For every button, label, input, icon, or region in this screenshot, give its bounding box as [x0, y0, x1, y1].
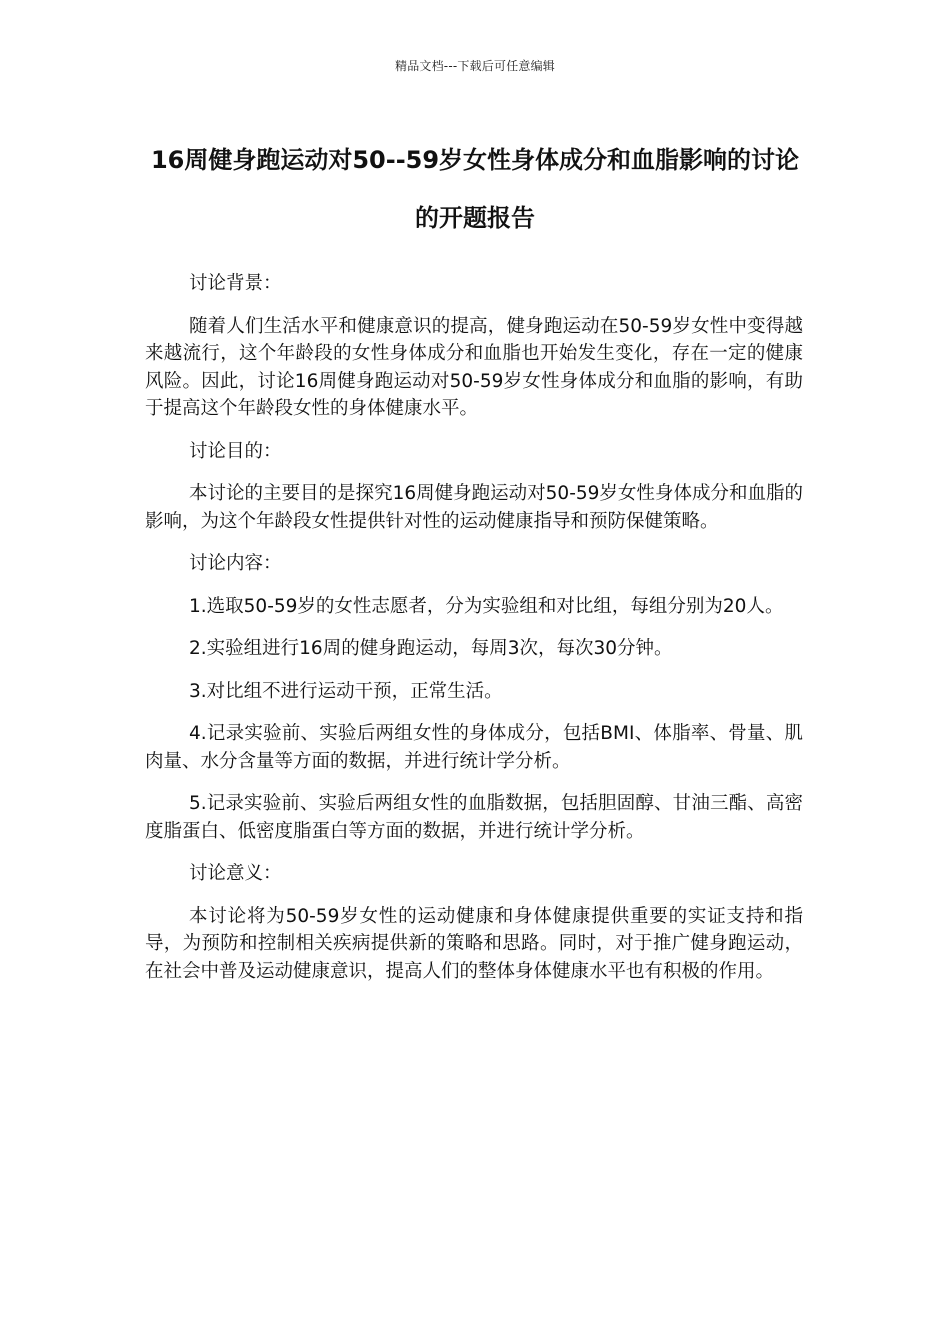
- significance-paragraph: 本讨论将为50-59岁女性的运动健康和身体健康提供重要的实证支持和指导，为预防和控制相关疾病提供新的策略和思路。同时，对于推广健身跑运动，在社会中普及运动健康意识，提高人们的整体身体健康水平也有积极的作用。: [145, 905, 803, 982]
- content-item-5: 5.记录实验前、实验后两组女性的血脂数据，包括胆固醇、甘油三酯、高密度脂蛋白、低密度脂蛋白等方面的数据，并进行统计学分析。: [145, 793, 803, 842]
- header-note: 精品文档---下载后可任意编辑: [395, 59, 555, 73]
- purpose-paragraph: 本讨论的主要目的是探究16周健身跑运动对50-59岁女性身体成分和血脂的影响，为这个年龄段女性提供针对性的运动健康指导和预防保健策略。: [145, 483, 803, 532]
- document-title: 16周健身跑运动对50--59岁女性身体成分和血脂影响的讨论的开题报告: [150, 146, 800, 232]
- purpose-heading: 讨论目的：: [189, 440, 282, 462]
- content-item-2: 2.实验组进行16周的健身跑运动，每周3次，每次30分钟。: [189, 638, 673, 659]
- background-heading: 讨论背景：: [189, 273, 282, 294]
- document-body: [145, 270, 803, 1000]
- content-heading: 讨论内容：: [189, 553, 282, 574]
- content-item-1: 1.选取50-59岁的女性志愿者，分为实验组和对比组，每组分别为20人。: [189, 595, 784, 617]
- content-item-4: 4.记录实验前、实验后两组女性的身体成分，包括BMI、体脂率、骨量、肌肉量、水分含量等方面的数据，并进行统计学分析。: [145, 723, 803, 772]
- content-item-3: 3.对比组不进行运动干预，正常生活。: [189, 680, 503, 702]
- background-paragraph: 随着人们生活水平和健康意识的提高，健身跑运动在50-59岁女性中变得越来越流行，这个年龄段的女性身体成分和血脂也开始发生变化，存在一定的健康风险。因此，讨论16周健身跑运动对50-59岁女性身体成分和血脂的影响，有助于提高这个年龄段女性的身体健康水平。: [145, 315, 803, 419]
- significance-heading: 讨论意义：: [189, 863, 282, 884]
